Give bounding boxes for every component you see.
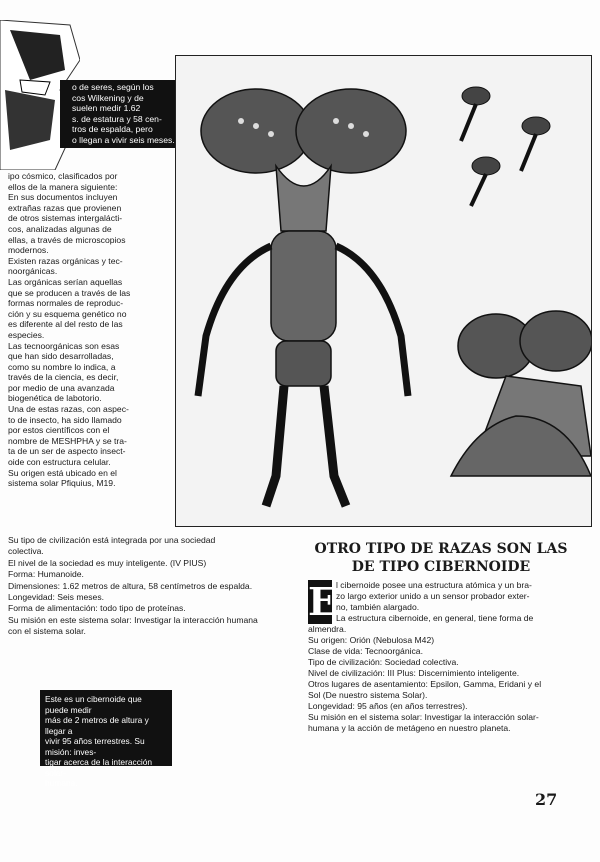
text-line: Una de estas razas, con aspec- — [8, 404, 129, 415]
article-paragraph — [308, 580, 578, 624]
caption-line: Este es un cibernoide que puede medir — [45, 694, 142, 715]
text-line: biogenética de labotorio. — [8, 393, 102, 404]
drop-cap: E — [308, 579, 337, 624]
text-line: almendra. — [308, 624, 347, 634]
caption-line: humana. — [45, 778, 78, 788]
text-line: Su misión en este sistema solar: Investigar la interacción humana — [8, 614, 258, 625]
text-line: que se producen a través de las — [8, 287, 131, 298]
caption-line: tigar acerca de la interacción solar- — [45, 757, 153, 778]
text-line: Tipo de civilización: Sociedad colectiva. — [308, 657, 459, 667]
text-line: por medio de una avanzada — [8, 382, 115, 393]
left-column-paragraph — [8, 171, 178, 489]
page-number: 27 — [535, 790, 558, 809]
text-line: ellos de la manera siguiente: — [8, 181, 118, 192]
text-line: no, también alargado. — [336, 602, 420, 612]
corner-text — [72, 82, 178, 145]
text-line: to de insecto, ha sido llamado — [8, 414, 122, 425]
article-headline — [300, 540, 582, 576]
text-line: Longevidad: 95 años (en años terrestres). — [308, 701, 468, 711]
text-line: zo largo exterior unido a un sensor probador exter- — [336, 591, 530, 601]
text-line: Otros lugares de asentamiento: Epsilon, Gamma, Eridani y el — [308, 679, 542, 689]
alien-illustration — [175, 55, 592, 527]
headline-line-2: DE TIPO CIBERNOIDE — [351, 559, 531, 575]
corner-line: suelen medir 1.62 — [72, 103, 141, 113]
text-line: noorgánicas. — [8, 266, 58, 277]
text-line: Dimensiones: 1.62 metros de altura, 58 centímetros de espalda. — [8, 580, 253, 591]
text-line: con el sistema solar. — [8, 626, 86, 637]
image-caption-box — [40, 690, 172, 788]
article-body — [308, 580, 578, 734]
text-line: ta de un ser de aspecto insect- — [8, 446, 126, 457]
text-line: formas normales de reproduc- — [8, 298, 124, 309]
text-line: Clase de vida: Tecnoorgánica. — [308, 646, 423, 656]
text-line: Forma de alimentación: todo tipo de proteínas. — [8, 603, 186, 614]
text-line: especies. — [8, 329, 45, 340]
text-line: cos, analizadas algunas de — [8, 223, 112, 234]
text-line: como su nombre lo indica, a — [8, 361, 116, 372]
corner-line: cos Wilkening y de — [72, 92, 144, 103]
text-line: oide con estructura celular. — [8, 457, 111, 468]
text-line: La estructura cibernoide, en general, tiene forma de — [336, 613, 534, 623]
text-line: Nivel de civilización: III Plus: Discernimiento inteligente. — [308, 668, 520, 678]
text-line: de otros sistemas intergalácti- — [8, 213, 123, 224]
text-line: Su misión en el sistema solar: Investigar la interacción solar- — [308, 712, 539, 722]
text-line: nombre de MESHPHA y se tra- — [8, 435, 127, 446]
text-line: través de la ciencia, es decir, — [8, 372, 119, 383]
headline-line-1: OTRO TIPO DE RAZAS SON LAS — [314, 541, 568, 557]
text-line: En sus documentos incluyen — [8, 192, 118, 203]
corner-line: o de seres, según los — [72, 82, 154, 92]
text-line: ellas, a través de microscopios — [8, 234, 126, 245]
text-line: Su origen: Orión (Nebulosa M42) — [308, 635, 435, 645]
text-line: Forma: Humanoide. — [8, 569, 84, 580]
text-line: modernos. — [8, 245, 49, 256]
corner-line: s. de estatura y 58 cen- — [72, 113, 162, 124]
caption-line: vivir 95 años terrestres. Su misión: inves- — [45, 736, 145, 757]
article-paragraph — [308, 624, 578, 734]
text-line: Longevidad: Seis meses. — [8, 592, 105, 603]
text-line: colectiva. — [8, 546, 44, 557]
text-line: Sol (De nuestro sistema Solar). — [308, 690, 428, 700]
text-line: El nivel de la sociedad es muy inteligente. (IV PIUS) — [8, 557, 207, 568]
corner-line: o llegan a vivir seis meses. — [72, 134, 175, 145]
wide-text-block — [8, 535, 298, 638]
text-line: Las tecnoorgánicas son esas — [8, 340, 120, 351]
corner-line: tros de espalda, pero — [72, 124, 153, 134]
text-line: l cibernoide posee una estructura atómica y un bra- — [336, 580, 532, 590]
text-line: Su tipo de civilización está integrada por una sociedad — [8, 535, 216, 545]
text-line: que han sido desarrolladas, — [8, 351, 114, 362]
text-line: Su origen está ubicado en el — [8, 467, 117, 478]
text-line: es diferente al del resto de las — [8, 319, 123, 330]
caption-line: más de 2 metros de altura y llegar a — [45, 715, 149, 736]
text-line: extrañas razas que provienen — [8, 202, 122, 213]
text-line: ción y su esquema genético no — [8, 308, 127, 319]
text-line: humana y la acción de metágeno en nuestro planeta. — [308, 723, 511, 733]
text-line: por estos científicos con el — [8, 425, 110, 436]
left-column-text — [8, 171, 178, 489]
text-line: ipo cósmico, clasificados por — [8, 171, 118, 181]
text-line: Existen razas orgánicas y tec- — [8, 255, 123, 266]
text-line: Las orgánicas serían aquellas — [8, 276, 123, 287]
text-line: sistema solar Pfiquius, M19. — [8, 478, 116, 489]
